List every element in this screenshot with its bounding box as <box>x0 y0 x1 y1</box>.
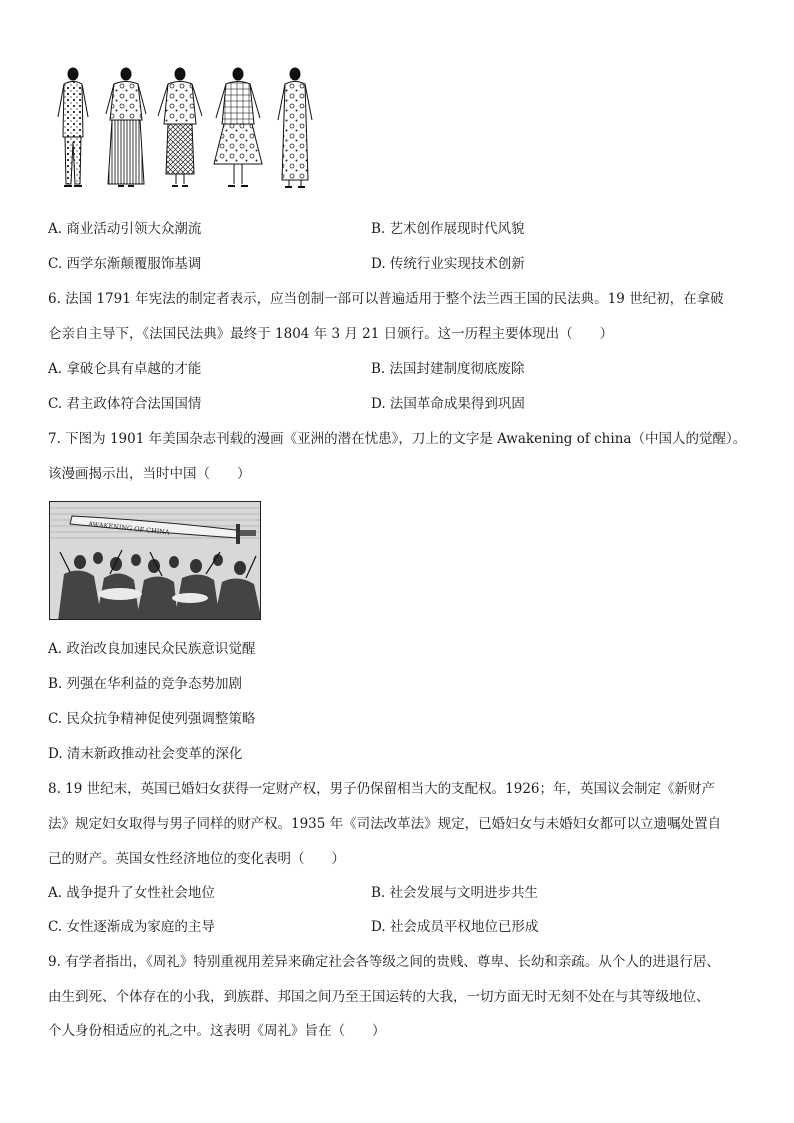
costume-figures-image <box>48 62 318 194</box>
q8-stem-line-3: 己的财产。英国女性经济地位的变化表明（ ） <box>48 851 345 867</box>
figure-3 <box>158 68 202 186</box>
q8-option-a: A. 战争提升了女性社会地位 <box>48 885 215 901</box>
q8-stem-line-1: 8. 19 世纪末，英国已婚妇女获得一定财产权，男子仍保留相当大的支配权。1926；年，英国议会制定《新财产 <box>48 781 715 797</box>
q7-stem-line-2: 该漫画揭示出，当时中国（ ） <box>48 466 251 482</box>
q6-option-a: A. 拿破仑具有卓越的才能 <box>48 361 202 377</box>
q5-option-d: D. 传统行业实现技术创新 <box>371 256 525 272</box>
cartoon-image <box>49 501 261 620</box>
q8-option-d: D. 社会成员平权地位已形成 <box>371 919 539 935</box>
q8-option-c: C. 女性逐渐成为家庭的主导 <box>48 919 215 935</box>
q5-option-a: A. 商业活动引领大众潮流 <box>48 221 202 237</box>
q6-stem-line-1: 6. 法国 1791 年宪法的制定者表示，应当创制一部可以普遍适用于整个法兰西王国的民法典。19 世纪初，在拿破 <box>48 291 724 307</box>
cartoon-drawing <box>50 502 261 620</box>
q7-option-c: C. 民众抗争精神促使列强调整策略 <box>48 711 256 727</box>
q9-stem-line-3: 个人身份相适应的礼之中。这表明《周礼》旨在（ ） <box>48 1023 386 1039</box>
q9-stem-line-1: 9. 有学者指出，《周礼》特别重视用差异来确定社会各等级之间的贵贱、尊卑、长幼和亲疏。从个人的进退行居、 <box>48 954 720 970</box>
q7-option-d: D. 清末新政推动社会变革的深化 <box>48 746 243 762</box>
figure-5 <box>278 68 312 187</box>
q7-option-b: B. 列强在华利益的竞争态势加剧 <box>48 676 243 692</box>
q6-option-b: B. 法国封建制度彻底废除 <box>371 361 525 377</box>
q8-stem-line-2: 法》规定妇女取得与男子同样的财产权。1935 年《司法改革法》规定，已婚妇女与未婚妇女都可以立遗嘱处置自 <box>48 816 722 832</box>
figure-2 <box>106 68 146 186</box>
q7-stem-line-1: 7. 下图为 1901 年美国杂志刊载的漫画《亚洲的潜在忧患》，刀上的文字是 Awakening of china（中国人的觉醒）。 <box>48 431 747 447</box>
q5-option-c: C. 西学东渐颠覆服饰基调 <box>48 256 202 272</box>
q6-stem-line-2: 仑亲自主导下，《法国民法典》最终于 1804 年 3 月 21 日颁行。这一历程主要体现出（ ） <box>48 326 614 342</box>
q7-option-a: A. 政治改良加速民众民族意识觉醒 <box>48 641 256 657</box>
q5-option-b: B. 艺术创作展现时代风貌 <box>371 221 525 237</box>
q6-option-d: D. 法国革命成果得到巩固 <box>371 396 525 412</box>
q9-stem-line-2: 由生到死、个体存在的小我，到族群、邦国之间乃至王国运转的大我，一切方面无时无刻不处在与其等级地位、 <box>48 989 710 1005</box>
figure-1 <box>58 68 88 186</box>
figure-4 <box>214 68 262 186</box>
sword-text: AWAKENING OF CHINA <box>87 520 170 537</box>
q6-option-c: C. 君主政体符合法国国情 <box>48 396 202 412</box>
q8-option-b: B. 社会发展与文明进步共生 <box>371 885 539 901</box>
